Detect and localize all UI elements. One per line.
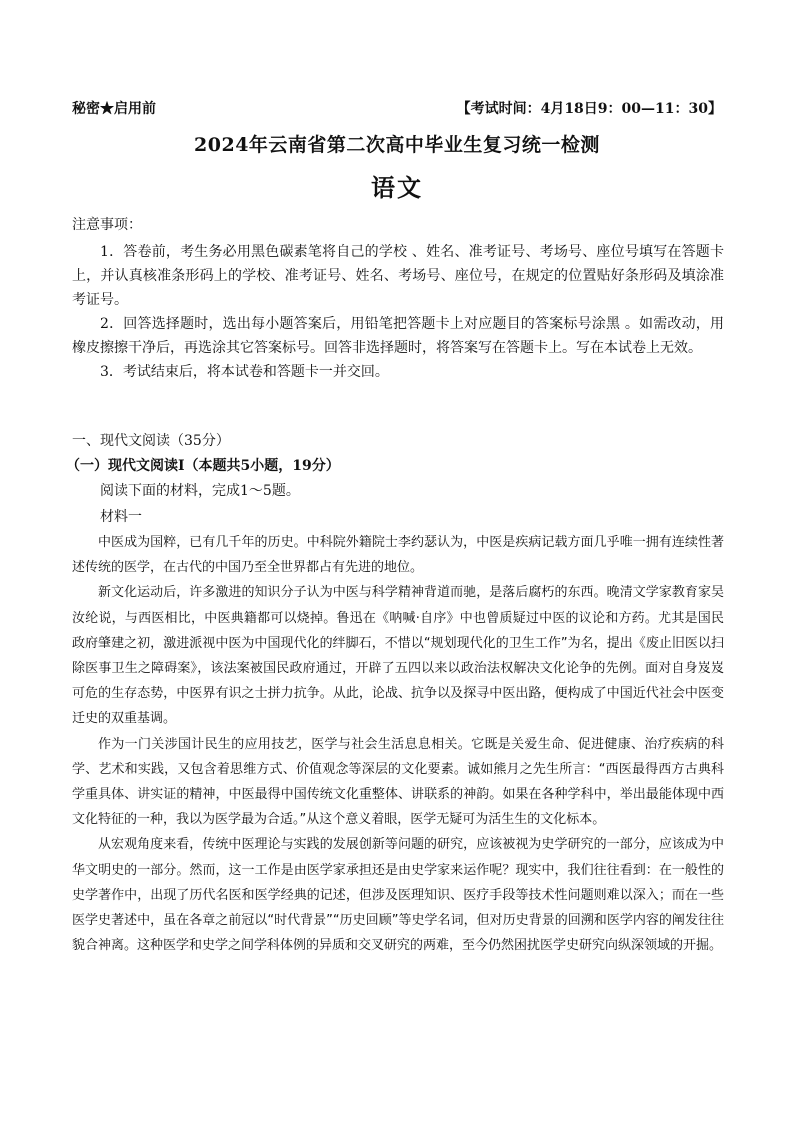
material-paragraph: 从宏观角度来看，传统中医理论与实践的发展创新等问题的研究，应该被视为史学研究的一部分，应该成为中华文明史的一部分。然而，这一工作是由医学家承担还是由史学家来运作呢？现实中，我们往往看到：在一般性的史学著作中，出现了历代名医和医学经典的记述，但涉及医理知识、医疗手段等技术性问题则难以深入；而在一些医学史著述中，虽在各章之前冠以“时代背景”“历史回顾”等史学名词，但对历史背景的回溯和医学内容的阐发往往貌合神离。这种医学和史学之间学科体例的异质和交叉研究的两难，至今仍然困扰医学史研究向纵深领域的开掘。 — [72, 837, 724, 954]
material-paragraph: 新文化运动后，许多激进的知识分子认为中医与科学精神背道而驰，是落后腐朽的东西。晚清文学家教育家吴汝纶说，与西医相比，中医典籍都可以烧掉。鲁迅在《呐喊·自序》中也曾质疑过中医的议论和方药。尤其是国民政府肇建之初，激进派视中医为中国现代化的绊脚石，不惜以“规划现代化的卫生工作”为名，提出《废止旧医以扫除医事卫生之障碍案》，该法案被国民政府通过，开辟了五四以来以政治法权解决文化论争的先例。面对自身岌岌可危的生存态势，中医界有识之士拼力抗争。从此，论战、抗争以及探寻中医出路，便构成了中国近代社会中医变迁史的双重基调。 — [72, 585, 724, 727]
material-label: 材料一 — [100, 509, 142, 525]
material-paragraph: 作为一门关涉国计民生的应用技艺，医学与社会生活息息相关。它既是关爱生命、促进健康、治疗疾病的科学、艺术和实践，又包含着思维方式、价值观念等深层的文化要素。诚如熊月之先生所言：“西医最得西方古典科学重具体、讲实证的精神，中医最得中国传统文化重整体、讲联系的神韵。如果在各种学科中，举出最能体现中西文化特征的一种，我以为医学最为合适。”从这个意义着眼，医学无疑可为活生生的文化标本。 — [72, 736, 724, 828]
notice-item: 3．考试结束后，将本试卷和答题卡一并交回。 — [100, 364, 389, 380]
notice-item: 1．答卷前，考生务必用黑色碳素笔将自己的学校 、姓名、准考证号、考场号、座位号填写在答题卡上，并认真核准条形码上的学校、准考证号、姓名、考场号、座位号，在规定的位置贴好条形码及填涂准考证号。 — [72, 244, 724, 308]
notice-list — [72, 240, 724, 384]
section-heading: 一、现代文阅读（35分） — [72, 433, 230, 449]
subsection-heading: （一）现代文阅读Ⅰ（本题共5小题，19分） — [66, 458, 340, 474]
material-text — [72, 530, 724, 958]
material-paragraph: 中医成为国粹，已有几千年的历史。中科院外籍院士李约瑟认为，中医是疾病记载方面几乎唯一拥有连续性著述传统的医学，在古代的中国乃至全世界都占有先进的地位。 — [72, 535, 724, 576]
notice-heading: 注意事项： — [72, 217, 142, 233]
reading-instruction: 阅读下面的材料，完成1～5题。 — [100, 483, 300, 499]
notice-item: 2．回答选择题时，选出每小题答案后，用铅笔把答题卡上对应题目的答案标号涂黑 。如需改动，用橡皮擦擦干净后，再选涂其它答案标号。回答非选择题时，将答案写在答题卡上。写在本试卷上无效。 — [72, 316, 724, 356]
page-title: 2024年云南省第二次高中毕业生复习统一检测 — [194, 134, 600, 156]
exam-time: 【考试时间：4月18日9：00—11：30】 — [456, 101, 722, 117]
subject-title: 语文 — [371, 173, 423, 202]
header-line — [72, 98, 722, 118]
confidential-label: 秘密★启用前 — [72, 101, 156, 117]
